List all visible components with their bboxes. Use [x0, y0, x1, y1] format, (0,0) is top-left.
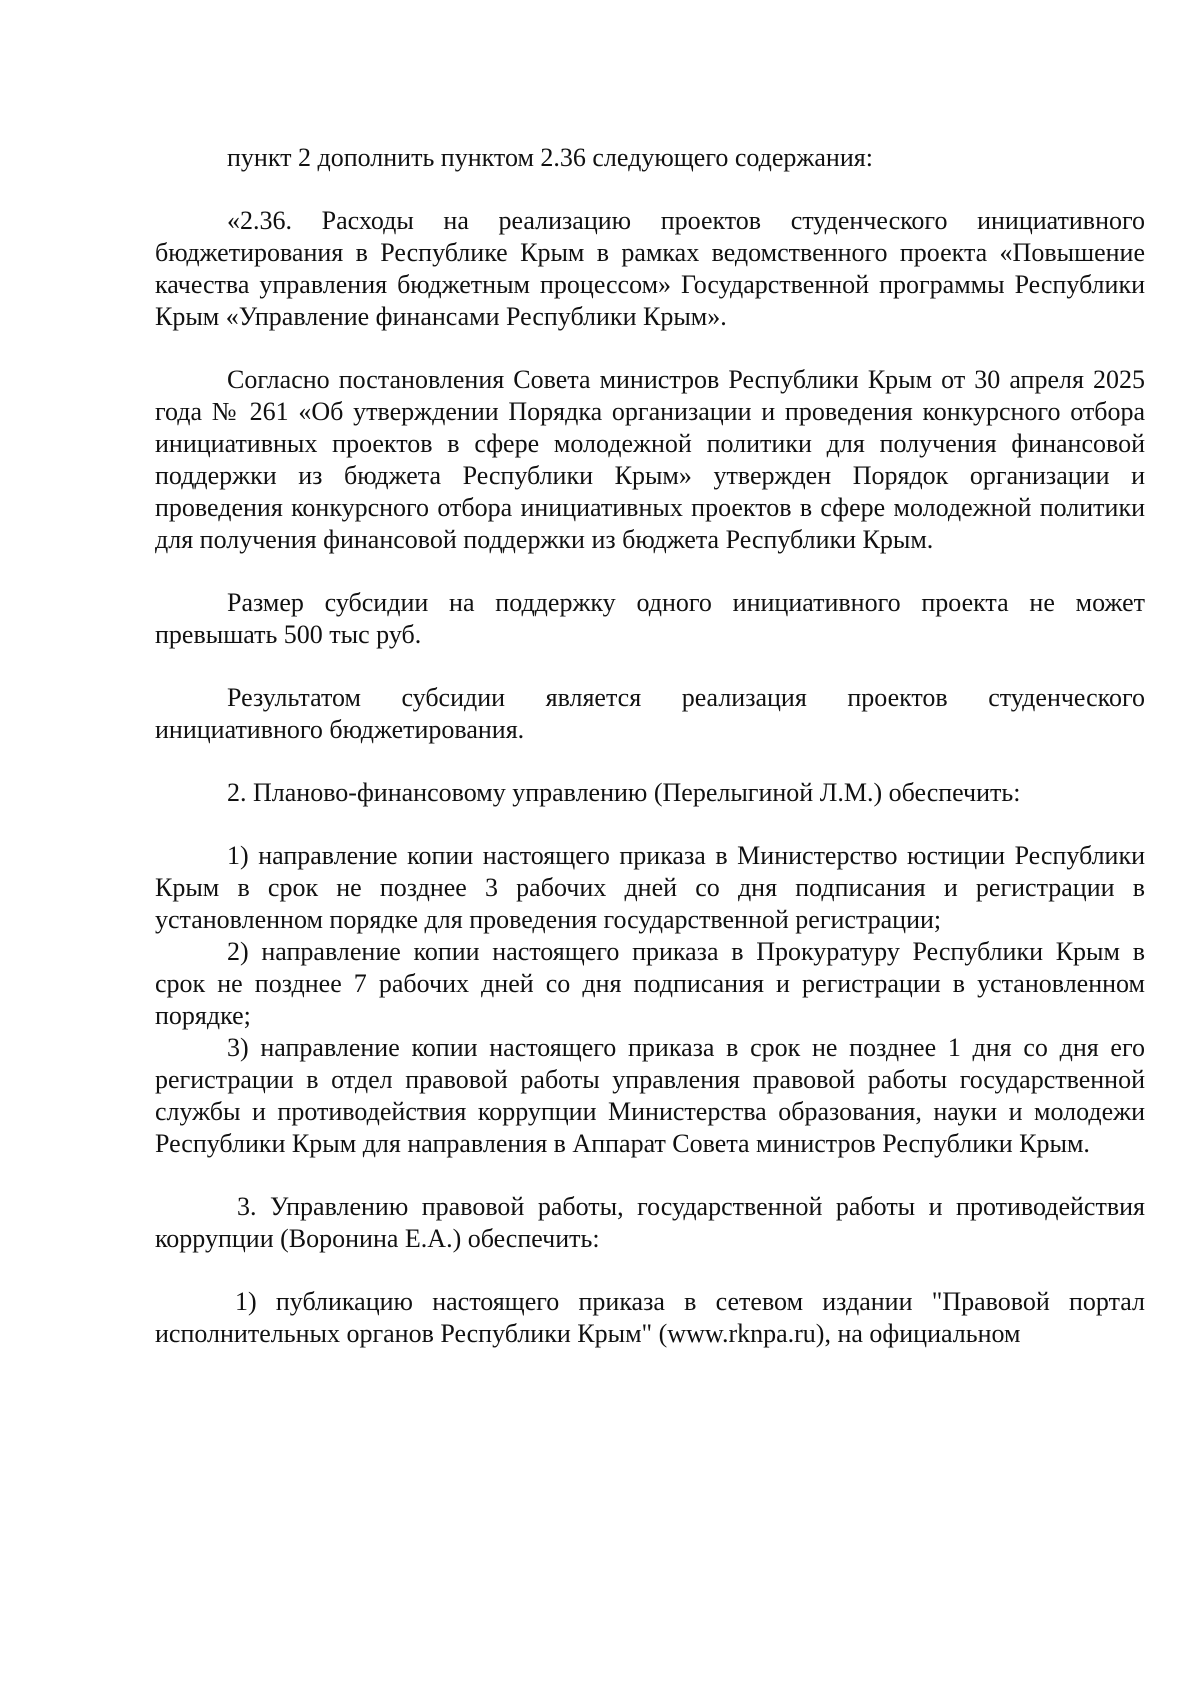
paragraph-amendment-intro: пункт 2 дополнить пунктом 2.36 следующего содержания:: [227, 143, 873, 172]
paragraph-section-2-item-2: 2) направление копии настоящего приказа в Прокуратуру Республики Крым в срок не позднее 7 рабочих дней со дня подписания и регистрации в установленном порядке;: [155, 937, 1145, 1030]
paragraph-section-3: 3. Управлению правовой работы, государственной работы и противодействия коррупции (Воронина Е.А.) обеспечить:: [155, 1192, 1145, 1253]
document-body: [155, 142, 1145, 1381]
paragraph-section-2-item-1: 1) направление копии настоящего приказа в Министерство юстиции Республики Крым в срок не позднее 3 рабочих дней со дня подписания и регистрации в установленном порядке для проведения государственной регистрации;: [155, 841, 1145, 934]
paragraph-section-3-item-1: 1) публикацию настоящего приказа в сетевом издании "Правовой портал исполнительных органов Республики Крым" (www.rknpa.ru), на официальном: [155, 1287, 1145, 1348]
paragraph-resolution-reference: Согласно постановления Совета министров Республики Крым от 30 апреля 2025 года № 261 «Об утверждении Порядка организации и проведения конкурсного отбора инициативных проектов в сфере молодежной политики для получения финансовой поддержки из бюджета Республики Крым» утвержден Порядок организации и проведения конкурсного отбора инициативных проектов в сфере молодежной политики для получения финансовой поддержки из бюджета Республики Крым.: [155, 365, 1145, 554]
paragraph-subsidy-limit: Размер субсидии на поддержку одного инициативного проекта не может превышать 500 тыс руб.: [155, 588, 1145, 649]
paragraph-subsidy-result: Результатом субсидии является реализация проектов студенческого инициативного бюджетирования.: [155, 683, 1145, 744]
paragraph-section-2-item-3: 3) направление копии настоящего приказа в срок не позднее 1 дня со дня его регистрации в отдел правовой работы управления правовой работы государственной службы и противодействия коррупции Министерства образования, науки и молодежи Республики Крым для направления в Аппарат Совета министров Республики Крым.: [155, 1033, 1145, 1158]
paragraph-item-2-36: «2.36. Расходы на реализацию проектов студенческого инициативного бюджетирования в Республике Крым в рамках ведомственного проекта «Повышение качества управления бюджетным процессом» Государственной программы Республики Крым «Управление финансами Республики Крым».: [155, 206, 1145, 331]
paragraph-section-2: 2. Планово-финансовому управлению (Перелыгиной Л.М.) обеспечить:: [227, 778, 1021, 807]
